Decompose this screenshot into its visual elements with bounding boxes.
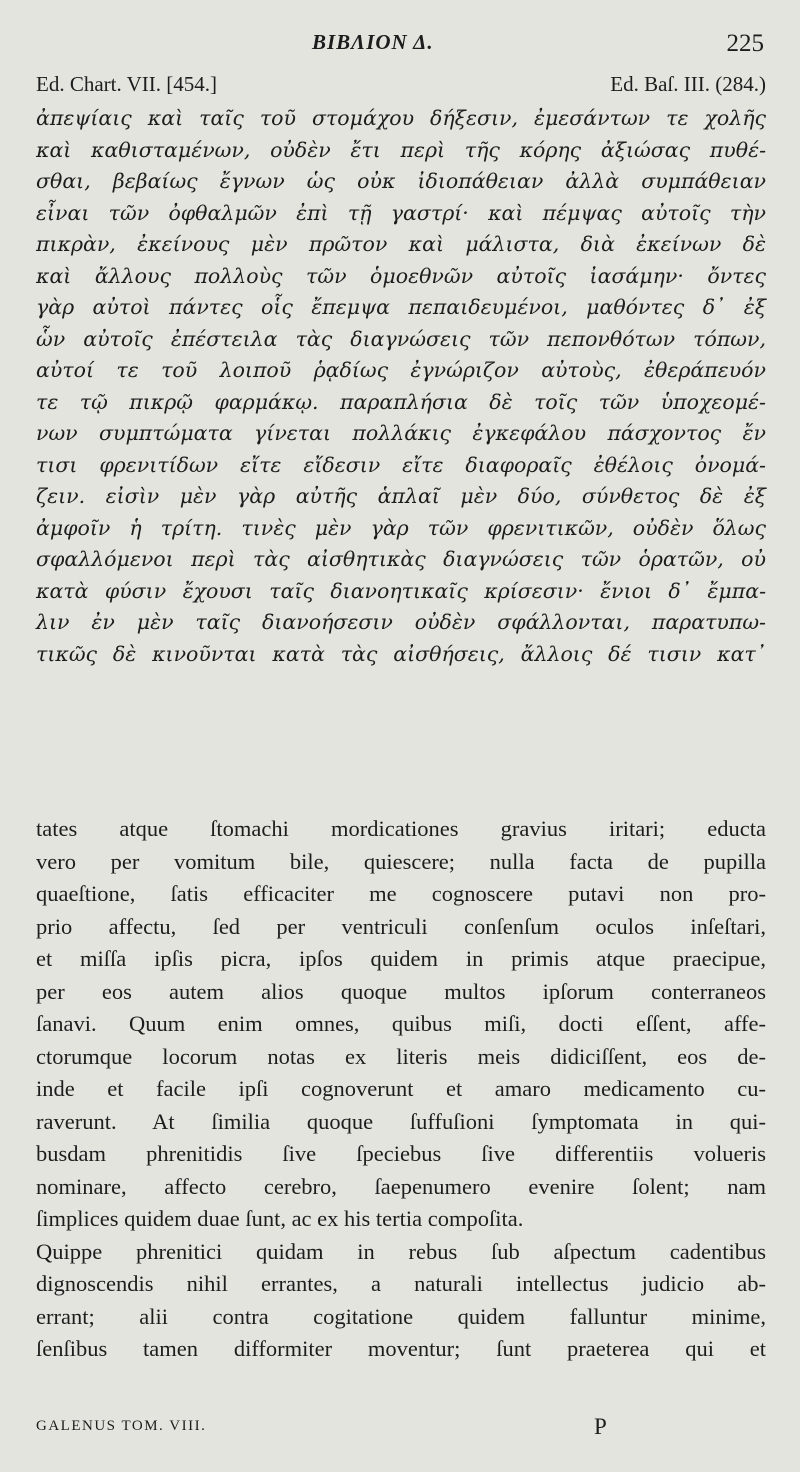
greek-line: καὶ ἄλλους πολλοὺς τῶν ὁμοεθνῶν αὐτοῖς ἰασάμην· ὄντες bbox=[36, 263, 766, 288]
greek-line: τε τῷ πικρῷ φαρμάκῳ. παραπλήσια δὲ τοῖς τῶν ὑποχεομέ- bbox=[36, 389, 766, 414]
greek-line: κατὰ φύσιν ἔχουσι ταῖς διανοητικαῖς κρίσεσιν· ἔνιοι δ᾽ ἔμπα- bbox=[36, 578, 766, 603]
running-title: BIBΛΙΟΝ Δ. bbox=[312, 30, 434, 54]
greek-line: λιν ἐν μὲν ταῖς διανοήσεσιν οὐδὲν σφάλλονται, παρατυπω- bbox=[36, 610, 766, 634]
greek-line: σφαλλόμενοι περὶ τὰς αἰσθητικὰς διαγνώσεις τῶν ὁρατῶν, οὐ bbox=[36, 547, 766, 571]
greek-text-block bbox=[36, 103, 766, 670]
latin-line: ſanavi. Quum enim omnes, quibus miſi, docti eſſent, affe- bbox=[36, 1011, 766, 1036]
latin-line: errant; alii contra cogitatione quidem falluntur minime, bbox=[36, 1303, 766, 1329]
latin-line: et miſſa ipſis picra, ipſos quidem in primis atque praecipue, bbox=[36, 946, 766, 971]
greek-line: γὰρ αὐτοὶ πάντες οἷς ἔπεμψα πεπαιδευμένοι, μαθόντες δ᾽ ἐξ bbox=[36, 295, 766, 319]
latin-line: nominare, affecto cerebro, ſaepenumero evenire ſolent; nam bbox=[36, 1173, 766, 1199]
latin-line: ſimplices quidem duae ſunt, ac ex his tertia compoſita. bbox=[36, 1206, 524, 1231]
signature-line: GALENUS TOM. VIII. bbox=[36, 1418, 207, 1434]
latin-line: per eos autem alios quoque multos ipſorum conterraneos bbox=[36, 978, 766, 1004]
greek-line: νων συμπτώματα γίνεται πολλάκις ἐγκεφάλου πάσχοντος ἔν bbox=[36, 421, 766, 445]
latin-line: ſenſibus tamen difformiter moventur; ſunt praeterea qui et bbox=[36, 1336, 766, 1361]
greek-line: ζειν. εἰσὶν μὲν γὰρ αὐτῆς ἁπλαῖ μὲν δύο, σύνθετος δὲ ἐξ bbox=[36, 484, 766, 508]
latin-line: Quippe phrenitici quidam in rebus ſub aſpectum cadentibus bbox=[36, 1238, 766, 1264]
greek-line: ὧν αὐτοῖς ἐπέστειλα τὰς διαγνώσεις τῶν πεπονθότων τόπων, bbox=[36, 326, 766, 351]
latin-line: tates atque ſtomachi mordicationes gravius iritari; educta bbox=[36, 816, 766, 841]
latin-line: quaeſtione, ſatis efficaciter me cognoscere putavi non pro- bbox=[36, 881, 766, 906]
greek-line: πικρὰν, ἐκείνους μὲν πρῶτον καὶ μάλιστα, διὰ ἐκείνων δὲ bbox=[36, 232, 766, 256]
latin-line: prio affectu, ſed per ventriculi conſenſum oculos inſeſtari, bbox=[36, 913, 766, 939]
latin-line: inde et facile ipſi cognoverunt et amaro medicamento cu- bbox=[36, 1076, 766, 1101]
greek-line: ἀπεψίαις καὶ ταῖς τοῦ στομάχου δήξεσιν, ἐμεσάντων τε χολῆς bbox=[36, 106, 766, 130]
edition-references bbox=[36, 72, 766, 102]
latin-line: raverunt. At ſimilia quoque ſuffuſioni ſymptomata in qui- bbox=[36, 1108, 766, 1134]
greek-line: σθαι, βεβαίως ἔγνων ὡς οὐκ ἰδιοπάθειαν ἀλλὰ συμπάθειαν bbox=[36, 169, 766, 193]
latin-line: ctorumque locorum notas ex literis meis didiciſſent, eos de- bbox=[36, 1043, 766, 1069]
page-number: 225 bbox=[726, 30, 764, 57]
greek-line: καὶ καθισταμένων, οὐδὲν ἔτι περὶ τῆς κόρης ἀξιώσας πυθέ- bbox=[36, 137, 766, 162]
greek-line: εἶναι τῶν ὀφθαλμῶν ἐπὶ τῇ γαστρί· καὶ πέμψας αὐτοῖς τὴν bbox=[36, 200, 766, 225]
greek-line: τικῶς δὲ κινοῦνται κατὰ τὰς αἰσθήσεις, ἄλλοις δέ τισιν κατ᾽ bbox=[36, 641, 766, 666]
latin-line: busdam phrenitidis ſive ſpeciebus ſive differentiis volueris bbox=[36, 1141, 766, 1166]
edition-basel-reference: Ed. Baſ. III. (284.) bbox=[610, 72, 766, 96]
running-head bbox=[0, 30, 800, 60]
latin-text-block bbox=[36, 813, 766, 1366]
latin-line: dignoscendis nihil errantes, a naturali intellectus judicio ab- bbox=[36, 1271, 766, 1296]
greek-line: αὐτοί τε τοῦ λοιποῦ ῥᾳδίως ἐγνώριζον αὐτοὺς, ἐθεράπευόν bbox=[36, 358, 766, 382]
edition-chartier-reference: Ed. Chart. VII. [454.] bbox=[36, 72, 217, 96]
latin-line: vero per vomitum bile, quiescere; nulla facta de pupilla bbox=[36, 848, 766, 874]
signature-mark: P bbox=[594, 1414, 607, 1439]
greek-line: ἀμφοῖν ἡ τρίτη. τινὲς μὲν γὰρ τῶν φρενιτικῶν, οὐδὲν ὅλως bbox=[36, 515, 766, 540]
greek-line: τισι φρενιτίδων εἴτε εἴδεσιν εἴτε διαφοραῖς ἐθέλοις ὀνομά- bbox=[36, 452, 766, 477]
